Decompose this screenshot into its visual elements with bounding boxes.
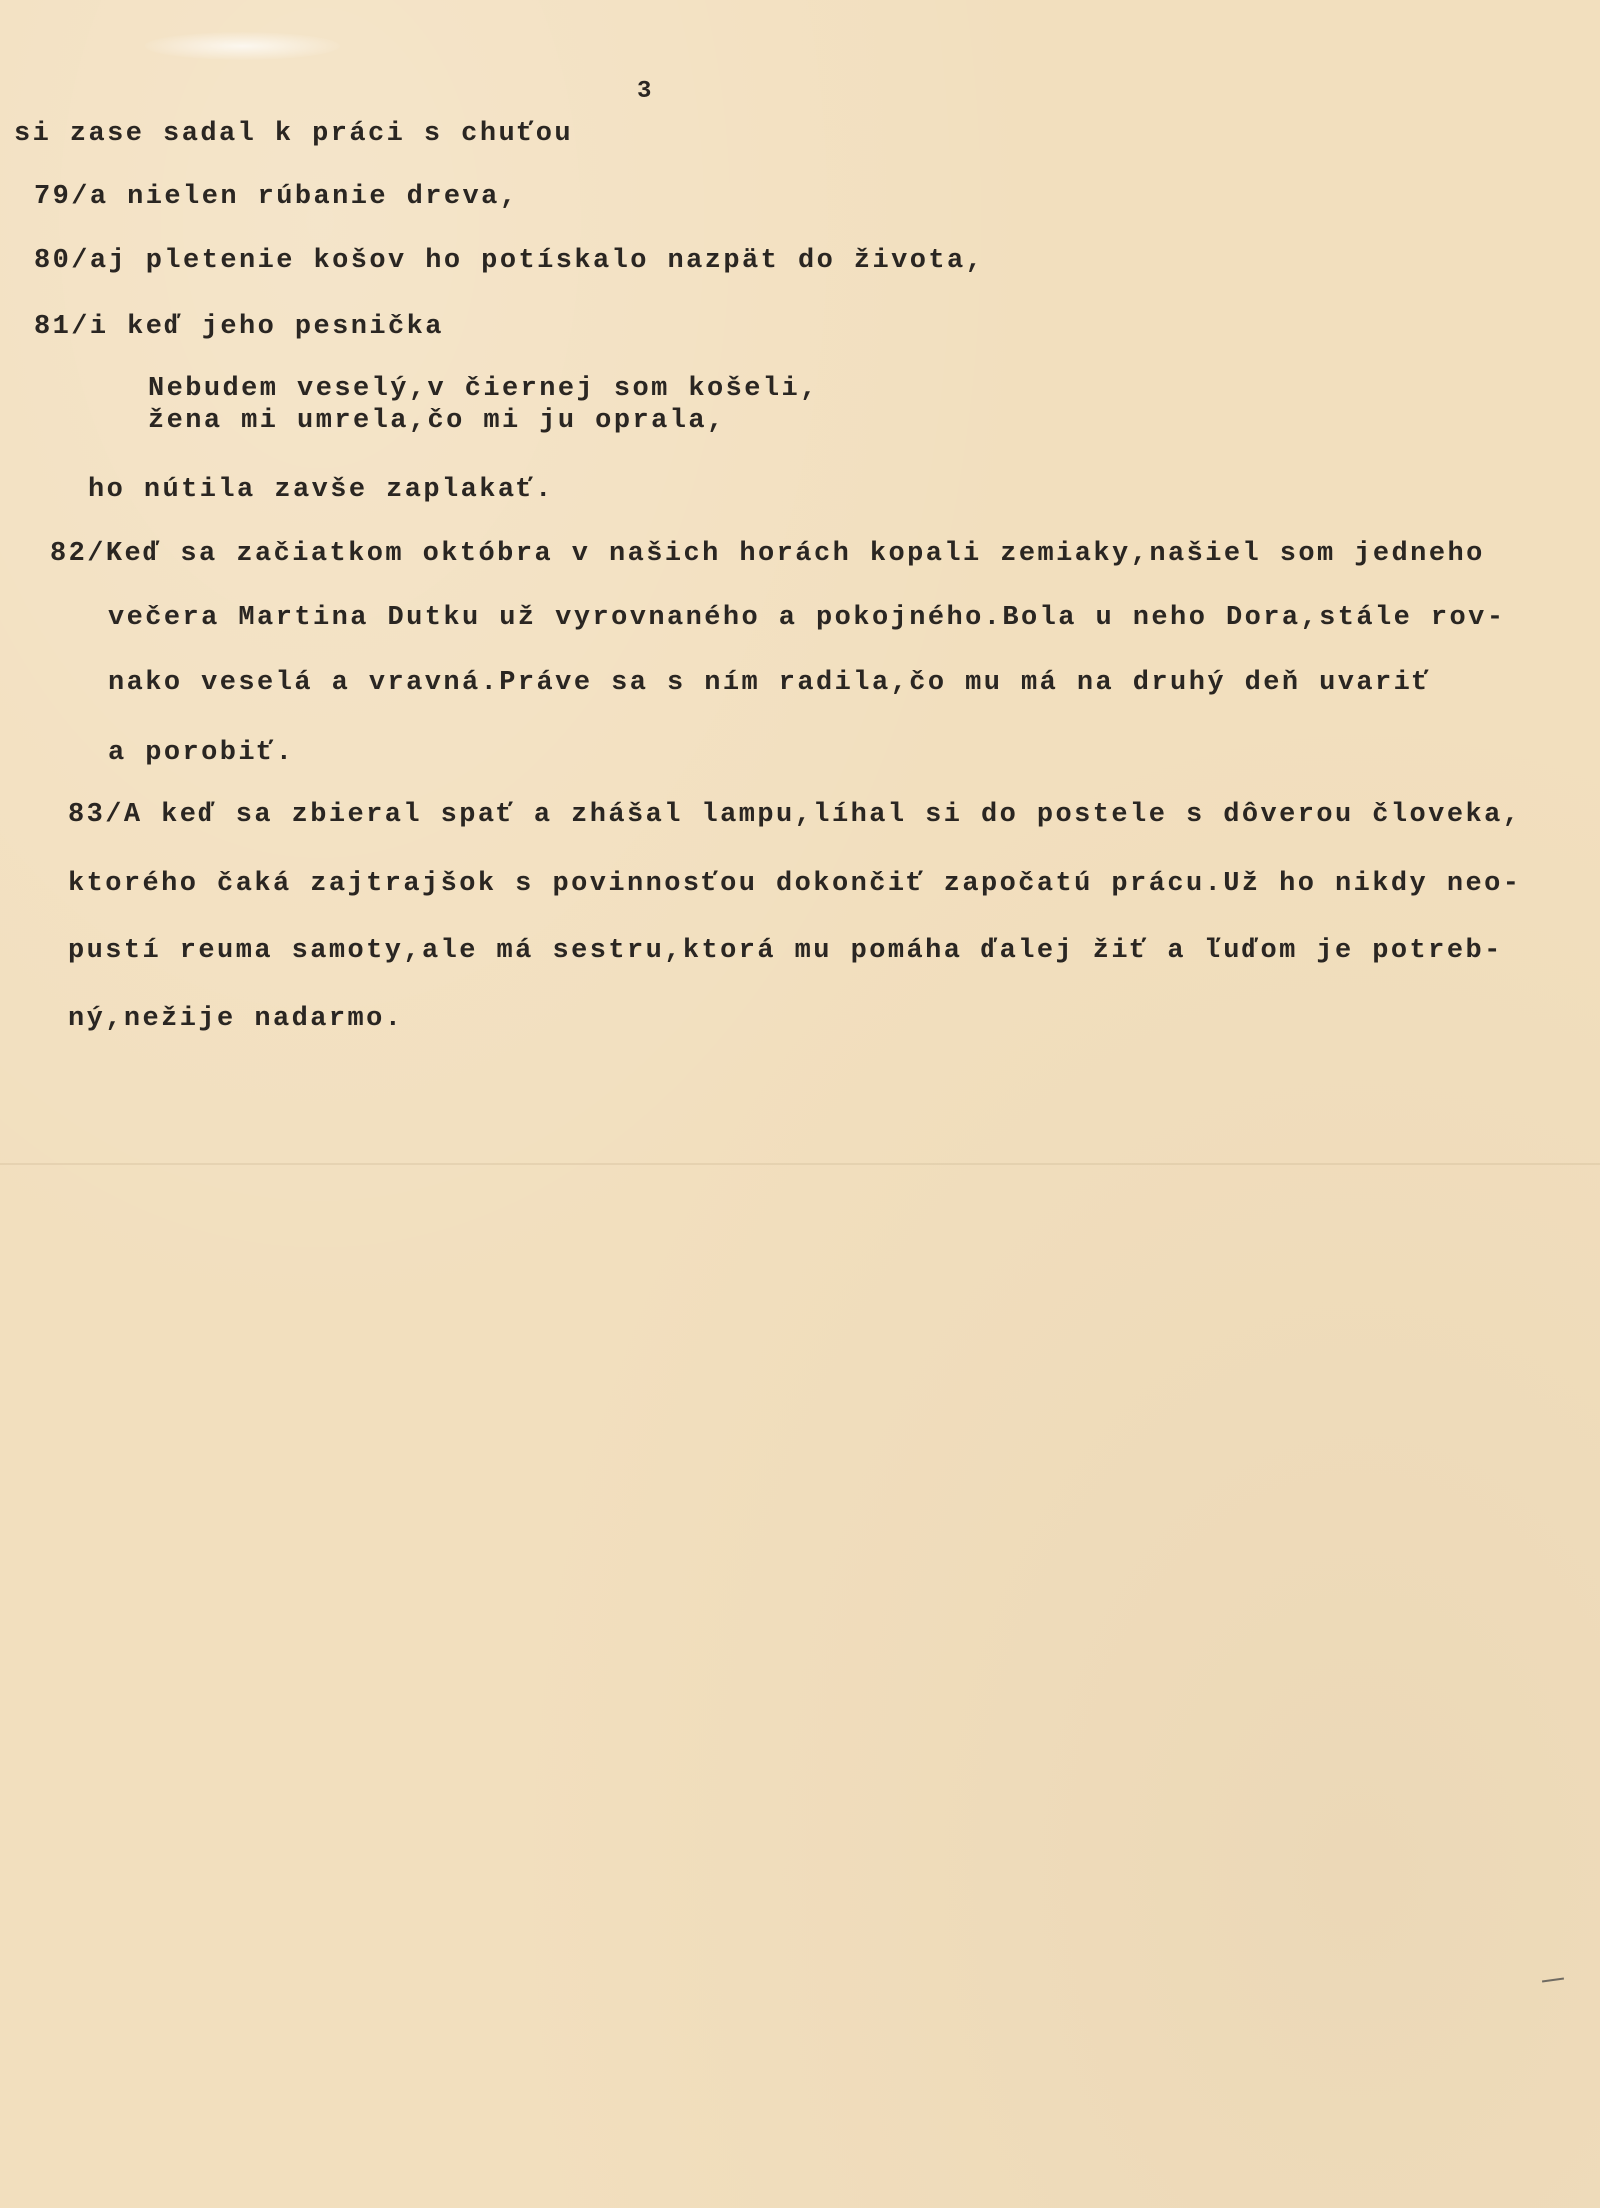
paragraph-82-line-2: večera Martina Dutku už vyrovnaného a pokojného.Bola u neho Dora,stále rov- [108, 603, 1506, 633]
paragraph-83-line-1: 83/A keď sa zbieral spať a zhášal lampu,líhal si do postele s dôverou človeka, [68, 800, 1522, 830]
paper-smudge [145, 32, 340, 60]
song-verse-line-2: žena mi umrela,čo mi ju oprala, [148, 406, 726, 436]
paragraph-82-line-4: a porobiť. [108, 738, 295, 768]
pencil-mark [1542, 1977, 1564, 1982]
text-line-79: 79/a nielen rúbanie dreva, [34, 182, 519, 212]
paragraph-83-line-2: ktorého čaká zajtrajšok s povinnosťou dokončiť započatú prácu.Už ho nikdy neo- [68, 869, 1522, 899]
paragraph-82-line-1: 82/Keď sa začiatkom októbra v našich horách kopali zemiaky,našiel som jedneho [50, 539, 1485, 569]
text-line-after-verse: ho nútila zavše zaplakať. [88, 475, 554, 505]
text-line-80: 80/aj pletenie košov ho potískalo nazpät do života, [34, 246, 985, 276]
paper-fold-line [0, 1163, 1600, 1165]
text-line-81: 81/i keď jeho pesnička [34, 312, 444, 342]
paragraph-83-line-3: pustí reuma samoty,ale má sestru,ktorá mu pomáha ďalej žiť a ľuďom je potreb- [68, 936, 1503, 966]
paragraph-83-line-4: ný,nežije nadarmo. [68, 1004, 404, 1034]
text-line-continuation: si zase sadal k práci s chuťou [14, 119, 573, 149]
page-number: 3 [637, 78, 654, 105]
paragraph-82-line-3: nako veselá a vravná.Práve sa s ním radila,čo mu má na druhý deň uvariť [108, 668, 1431, 698]
song-verse-line-1: Nebudem veselý,v čiernej som košeli, [148, 374, 819, 404]
